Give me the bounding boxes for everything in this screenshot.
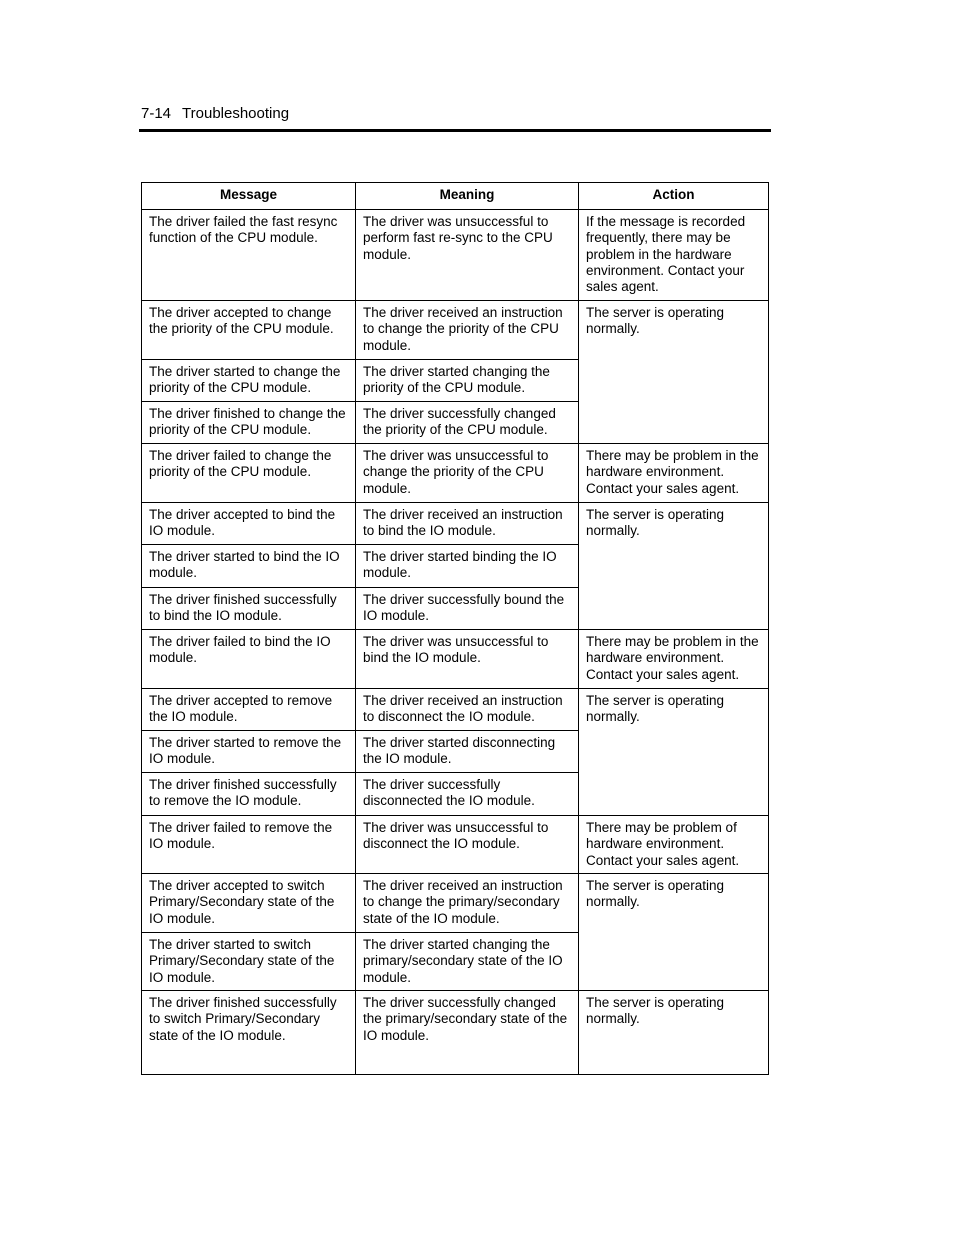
page-header	[141, 105, 289, 123]
message-cell: The driver started to remove the IO module.	[142, 731, 356, 773]
page-number: 7-14	[141, 105, 172, 122]
message-cell: The driver accepted to change the priority of the CPU module.	[142, 301, 356, 360]
header-rule	[139, 129, 771, 132]
action-cell: If the message is recorded frequently, there may be problem in the hardware environment. Contact your sales agent.	[579, 210, 769, 301]
meaning-cell: The driver successfully changed the primary/secondary state of the IO module.	[356, 991, 579, 1075]
table-row	[142, 301, 769, 360]
table-header-row	[142, 183, 769, 210]
message-table	[141, 182, 769, 1075]
action-cell: The server is operating normally.	[579, 689, 769, 816]
action-cell: There may be problem in the hardware environment. Contact your sales agent.	[579, 444, 769, 503]
column-header-action: Action	[579, 183, 769, 210]
table-row	[142, 210, 769, 301]
message-cell: The driver accepted to remove the IO module.	[142, 689, 356, 731]
meaning-cell: The driver started disconnecting the IO module.	[356, 731, 579, 773]
message-cell: The driver started to change the priority of the CPU module.	[142, 360, 356, 402]
meaning-cell: The driver was unsuccessful to bind the IO module.	[356, 630, 579, 689]
meaning-cell: The driver received an instruction to change the primary/secondary state of the IO module.	[356, 874, 579, 933]
message-cell: The driver started to switch Primary/Secondary state of the IO module.	[142, 933, 356, 991]
section-title: Troubleshooting	[182, 105, 290, 122]
meaning-cell: The driver received an instruction to disconnect the IO module.	[356, 689, 579, 731]
meaning-cell: The driver successfully bound the IO module.	[356, 588, 579, 630]
message-cell: The driver accepted to bind the IO module.	[142, 503, 356, 545]
meaning-cell: The driver started changing the primary/secondary state of the IO module.	[356, 933, 579, 991]
message-cell: The driver finished successfully to remove the IO module.	[142, 773, 356, 816]
message-cell: The driver failed to bind the IO module.	[142, 630, 356, 689]
meaning-cell: The driver received an instruction to change the priority of the CPU module.	[356, 301, 579, 360]
action-cell: The server is operating normally.	[579, 503, 769, 630]
message-cell: The driver failed the fast resync function of the CPU module.	[142, 210, 356, 301]
column-header-meaning: Meaning	[356, 183, 579, 210]
table-row	[142, 689, 769, 731]
action-cell: There may be problem in the hardware environment. Contact your sales agent.	[579, 630, 769, 689]
table-row	[142, 816, 769, 874]
meaning-cell: The driver was unsuccessful to change the priority of the CPU module.	[356, 444, 579, 503]
meaning-cell: The driver was unsuccessful to perform fast re-sync to the CPU module.	[356, 210, 579, 301]
action-cell: There may be problem of hardware environment. Contact your sales agent.	[579, 816, 769, 874]
meaning-cell: The driver started changing the priority of the CPU module.	[356, 360, 579, 402]
action-cell: The server is operating normally.	[579, 991, 769, 1075]
table-row	[142, 630, 769, 689]
table-row	[142, 874, 769, 933]
meaning-cell: The driver started binding the IO module.	[356, 545, 579, 588]
message-cell: The driver started to bind the IO module.	[142, 545, 356, 588]
table-row	[142, 444, 769, 503]
action-cell: The server is operating normally.	[579, 874, 769, 991]
message-cell: The driver finished to change the priority of the CPU module.	[142, 402, 356, 444]
message-cell: The driver finished successfully to bind the IO module.	[142, 588, 356, 630]
message-cell: The driver failed to change the priority of the CPU module.	[142, 444, 356, 503]
action-cell: The server is operating normally.	[579, 301, 769, 444]
meaning-cell: The driver was unsuccessful to disconnect the IO module.	[356, 816, 579, 874]
table-row	[142, 503, 769, 545]
message-cell: The driver failed to remove the IO module.	[142, 816, 356, 874]
meaning-cell: The driver successfully changed the priority of the CPU module.	[356, 402, 579, 444]
meaning-cell: The driver received an instruction to bind the IO module.	[356, 503, 579, 545]
message-cell: The driver finished successfully to switch Primary/Secondary state of the IO module.	[142, 991, 356, 1075]
table-row	[142, 991, 769, 1075]
message-cell: The driver accepted to switch Primary/Secondary state of the IO module.	[142, 874, 356, 933]
meaning-cell: The driver successfully disconnected the IO module.	[356, 773, 579, 816]
column-header-message: Message	[142, 183, 356, 210]
